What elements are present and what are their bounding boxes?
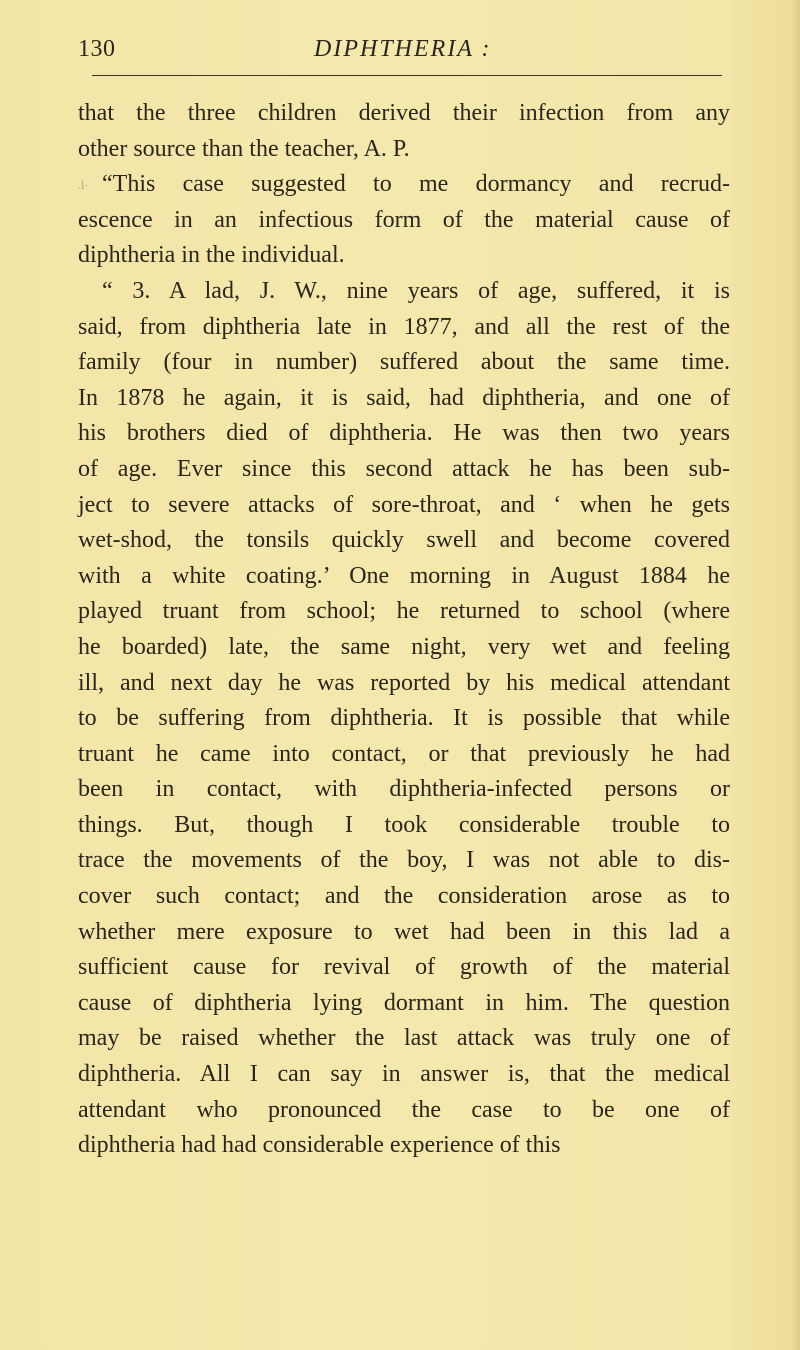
text-line: other source than the teacher, A. P.	[78, 135, 410, 162]
page-header	[78, 28, 730, 68]
text-line: may be raised whether the last attack was truly one of	[78, 1025, 730, 1052]
text-line: said, from diphtheria late in 1877, and all the rest of the	[78, 313, 730, 340]
text-line: that the three children derived their infection from any	[78, 100, 730, 126]
text-line: cause of diphtheria lying dormant in him. The question	[78, 989, 730, 1016]
text-line: .l· “This case suggested to me dormancy and recrud-	[78, 171, 730, 198]
text-line: of age. Ever since this second attack he has been sub-	[78, 455, 730, 482]
text-line: truant he came into contact, or that previously he had	[78, 740, 730, 767]
text-line: diphtheria in the individual.	[78, 242, 345, 269]
paragraph-start: “This case suggested to me dormancy and recrud-	[102, 171, 730, 198]
text-line: wet-shod, the tonsils quickly swell and become covered	[78, 527, 730, 554]
text-line: with a white coating.’ One morning in August 1884 he	[78, 562, 730, 589]
body-text	[78, 96, 730, 1164]
text-line: sufficient cause for revival of growth of the material	[78, 954, 730, 981]
text-line: things. But, though I took considerable trouble to	[78, 811, 730, 838]
text-line: whether mere exposure to wet had been in this lad a	[78, 918, 730, 945]
header-rule	[92, 75, 722, 76]
text-line: been in contact, with diphtheria-infected persons or	[78, 776, 730, 803]
text-line: ill, and next day he was reported by his medical attendant	[78, 669, 730, 696]
text-line: escence in an infectious form of the material cause of	[78, 206, 730, 233]
text-line: diphtheria had had considerable experience of this	[78, 1132, 561, 1159]
text-line: cover such contact; and the consideration arose as to	[78, 883, 730, 910]
text-line: played truant from school; he returned to school (where	[78, 598, 730, 625]
text-line: to be suffering from diphtheria. It is possible that while	[78, 705, 730, 732]
text-line: “ 3. A lad, J. W., nine years of age, suffered, it is	[102, 277, 730, 304]
text-line: family (four in number) suffered about the same time.	[78, 349, 730, 376]
text-line: attendant who pronounced the case to be one of	[78, 1096, 730, 1123]
text-line: ject to severe attacks of sore-throat, and ‘ when he gets	[78, 491, 730, 518]
page-number: 130	[78, 36, 116, 62]
text-line: In 1878 he again, it is said, had diphtheria, and one of	[78, 384, 730, 411]
text-line: he boarded) late, the same night, very wet and feeling	[78, 633, 730, 660]
running-title: DIPHTHERIA :	[314, 36, 492, 62]
text-line: trace the movements of the boy, I was not able to dis-	[78, 847, 730, 874]
text-line: his brothers died of diphtheria. He was then two years	[78, 420, 730, 447]
page-edge-shadow	[792, 0, 800, 1350]
text-line: diphtheria. All I can say in answer is, that the medical	[78, 1061, 730, 1088]
